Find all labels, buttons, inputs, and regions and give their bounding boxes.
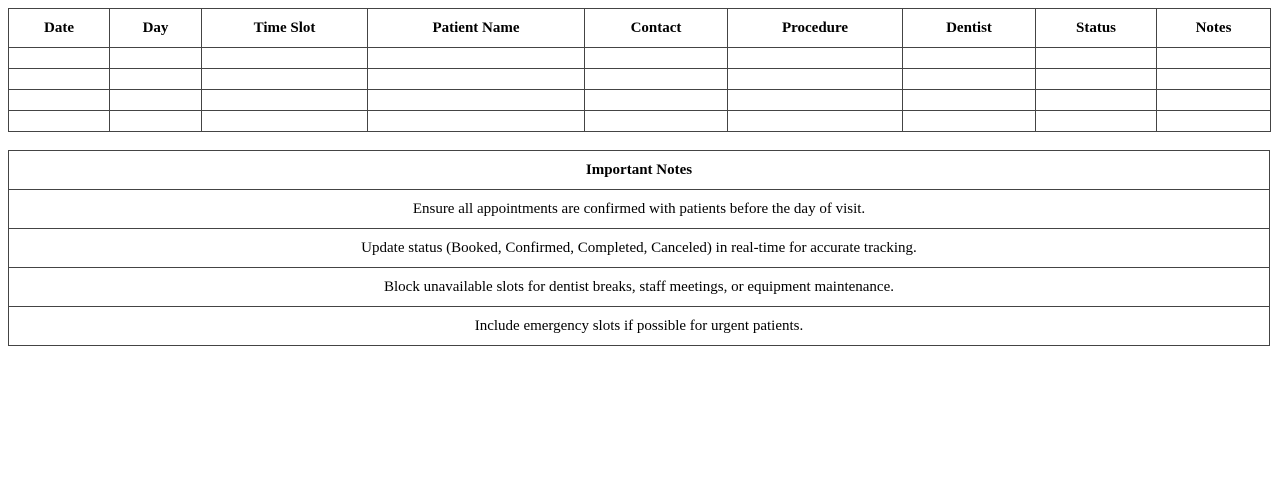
cell-date[interactable] [9,69,110,90]
cell-contact[interactable] [585,111,728,132]
column-header-contact: Contact [585,9,728,48]
cell-notes[interactable] [1157,48,1271,69]
cell-dentist[interactable] [903,111,1036,132]
table-row [9,69,1271,90]
notes-title: Important Notes [9,151,1270,190]
notes-header-row [9,151,1270,190]
list-item [9,190,1270,229]
note-text: Update status (Booked, Confirmed, Completed, Canceled) in real-time for accurate tracking. [9,229,1270,268]
cell-time-slot[interactable] [202,69,368,90]
note-text: Include emergency slots if possible for urgent patients. [9,307,1270,346]
cell-notes[interactable] [1157,90,1271,111]
column-header-notes: Notes [1157,9,1271,48]
cell-contact[interactable] [585,69,728,90]
column-header-patient-name: Patient Name [368,9,585,48]
cell-day[interactable] [110,48,202,69]
cell-time-slot[interactable] [202,90,368,111]
important-notes-table [8,150,1270,346]
cell-time-slot[interactable] [202,111,368,132]
cell-day[interactable] [110,69,202,90]
cell-day[interactable] [110,90,202,111]
list-item [9,307,1270,346]
table-row [9,48,1271,69]
column-header-day: Day [110,9,202,48]
table-row [9,111,1271,132]
cell-time-slot[interactable] [202,48,368,69]
cell-dentist[interactable] [903,90,1036,111]
cell-status[interactable] [1036,48,1157,69]
cell-contact[interactable] [585,48,728,69]
cell-notes[interactable] [1157,111,1271,132]
cell-date[interactable] [9,111,110,132]
cell-procedure[interactable] [728,111,903,132]
cell-procedure[interactable] [728,90,903,111]
cell-day[interactable] [110,111,202,132]
list-item [9,229,1270,268]
note-text: Block unavailable slots for dentist breaks, staff meetings, or equipment maintenance. [9,268,1270,307]
column-header-dentist: Dentist [903,9,1036,48]
cell-date[interactable] [9,90,110,111]
cell-date[interactable] [9,48,110,69]
cell-contact[interactable] [585,90,728,111]
cell-patient-name[interactable] [368,69,585,90]
cell-status[interactable] [1036,90,1157,111]
cell-procedure[interactable] [728,48,903,69]
cell-status[interactable] [1036,69,1157,90]
column-header-procedure: Procedure [728,9,903,48]
cell-status[interactable] [1036,111,1157,132]
schedule-header-row [9,9,1271,48]
cell-patient-name[interactable] [368,90,585,111]
table-row [9,90,1271,111]
cell-dentist[interactable] [903,48,1036,69]
note-text: Ensure all appointments are confirmed with patients before the day of visit. [9,190,1270,229]
cell-notes[interactable] [1157,69,1271,90]
column-header-date: Date [9,9,110,48]
cell-patient-name[interactable] [368,48,585,69]
cell-patient-name[interactable] [368,111,585,132]
cell-procedure[interactable] [728,69,903,90]
appointment-schedule-table [8,8,1271,132]
column-header-status: Status [1036,9,1157,48]
column-header-time-slot: Time Slot [202,9,368,48]
list-item [9,268,1270,307]
cell-dentist[interactable] [903,69,1036,90]
